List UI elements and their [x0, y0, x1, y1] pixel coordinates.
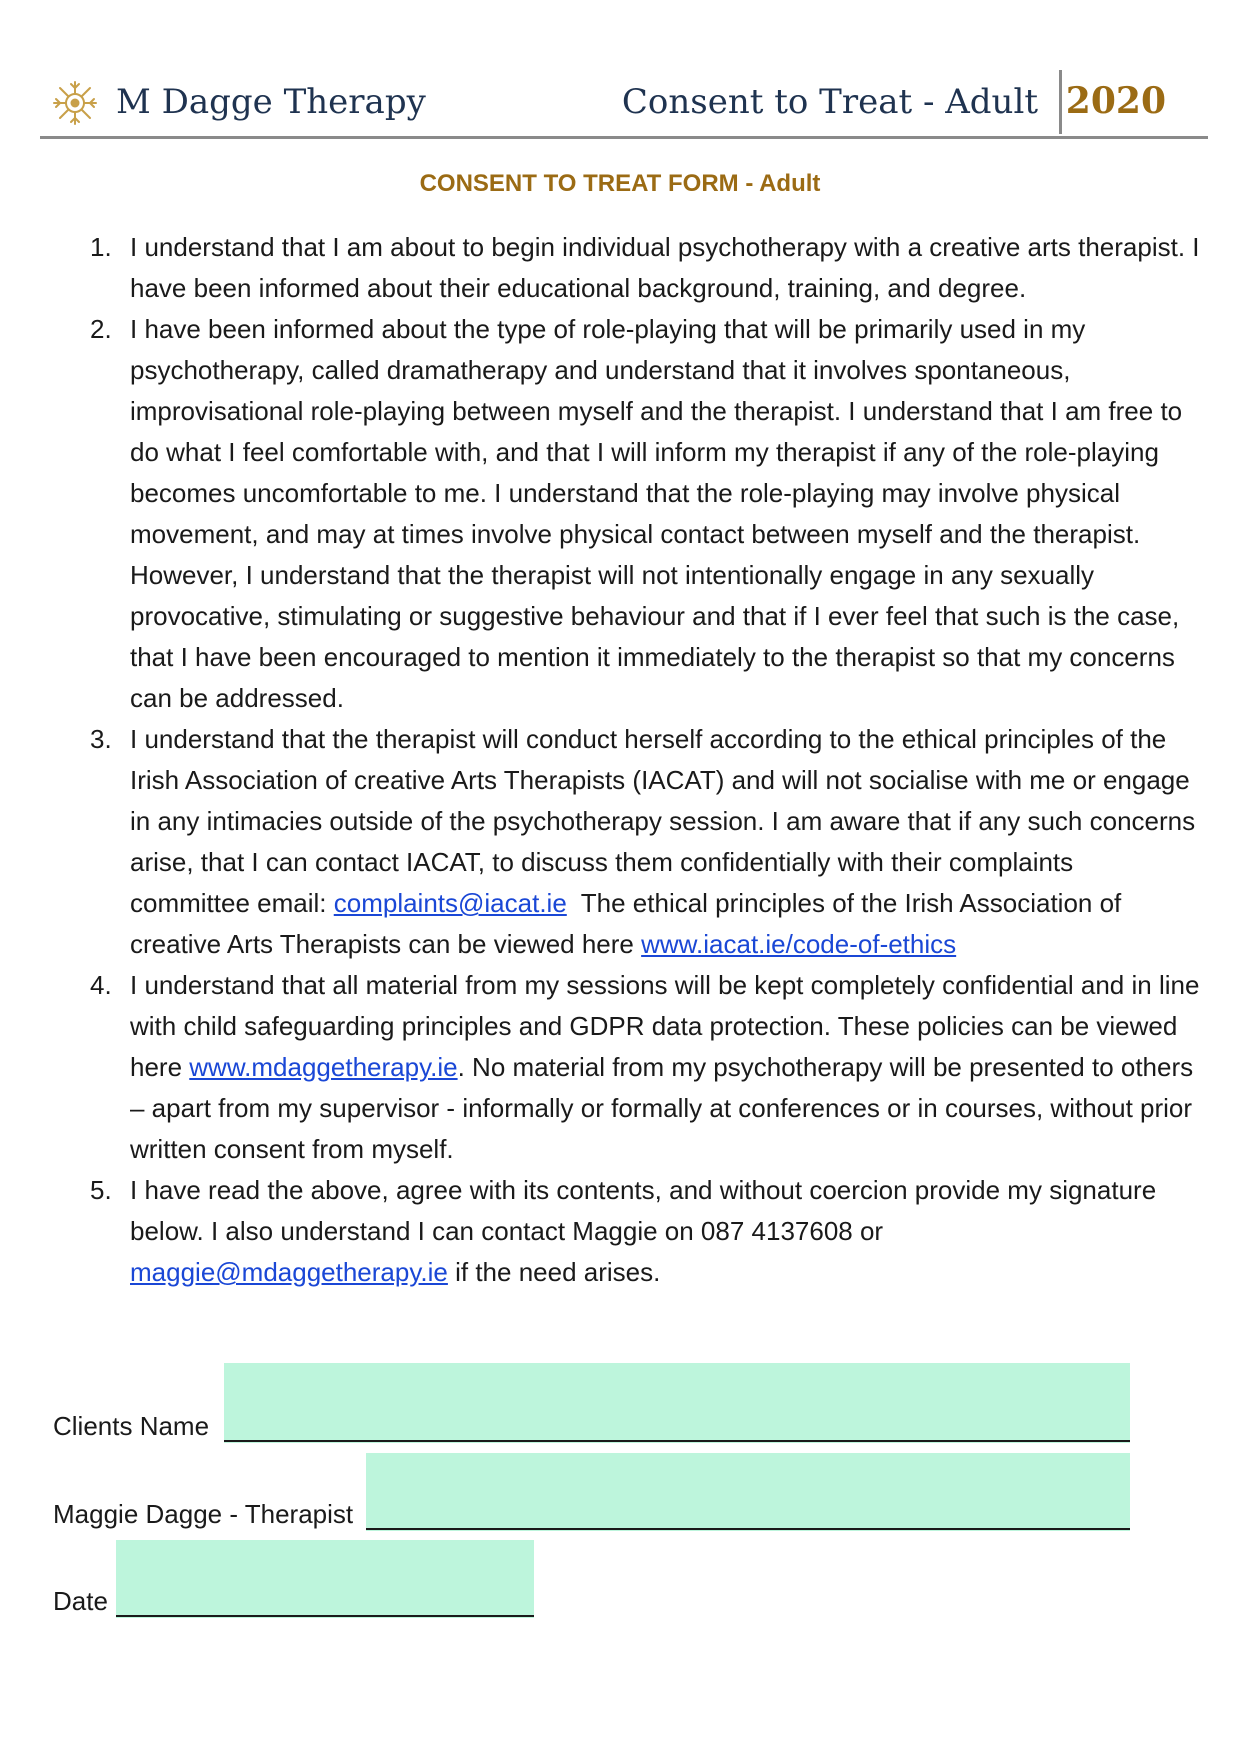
maggie-email-link[interactable]: maggie@mdaggetherapy.ie: [130, 1257, 448, 1287]
clause-number: 4.: [90, 970, 112, 1000]
clause-text: if the need arises.: [447, 1257, 661, 1287]
clause-number: 1.: [90, 232, 112, 262]
document-header: [40, 70, 1208, 139]
clause-text: I understand that the therapist will conduct herself according to the ethical principles of the Irish Association of creative Arts Therapists (IACAT) and will not socialise with me or engage in any intimacies outside of the psychotherapy session. I am aware that if any such concerns arise, that I can contact IACAT, to discuss them confidentially with their complaints committee email:: [130, 724, 1196, 918]
list-item: [90, 719, 1200, 965]
client-name-field[interactable]: [224, 1363, 1130, 1443]
clause-text: I have read the above, agree with its contents, and without coercion provide my signature below. I also understand I can contact Maggie on 087 4137608 or: [130, 1175, 1157, 1246]
code-of-ethics-link[interactable]: www.iacat.ie/code-of-ethics: [641, 929, 957, 959]
sun-snowflake-logo-icon: [52, 80, 98, 126]
consent-clauses-list: [90, 227, 1200, 1293]
brand-name: M Dagge Therapy: [116, 82, 426, 122]
clause-text: I understand that I am about to begin individual psychotherapy with a creative arts therapist. I have been informed about their educational background, training, and degree.: [130, 232, 1200, 303]
list-item: [90, 1170, 1200, 1293]
clause-text: . No material from my psychotherapy will be presented to others – apart from my supervisor - informally or formally at conferences or in courses, without prior written consent from myself.: [130, 1052, 1194, 1164]
clause-text: I have been informed about the type of role-playing that will be primarily used in my psychotherapy, called dramatherapy and understand that it involves spontaneous, improvisational role-playing between myself and the therapist. I understand that I am free to do what I feel comfortable with, and that I will inform my therapist if any of the role-playing becomes uncomfortable to me. I understand that the role-playing may involve physical movement, and may at times involve physical contact between myself and the therapist. However, I understand that the therapist will not intentionally engage in any sexually provocative, stimulating or suggestive behaviour and that if I ever feel that such is the case, that I have been encouraged to mention it immediately to the therapist so that my concerns can be addressed.: [130, 314, 1183, 713]
date-field[interactable]: [116, 1540, 534, 1618]
list-item: [90, 965, 1200, 1170]
complaints-email-link[interactable]: complaints@iacat.ie: [333, 888, 567, 918]
document-year: 2020: [1065, 80, 1166, 122]
list-item: [90, 227, 1200, 309]
clause-number: 2.: [90, 314, 112, 344]
website-link[interactable]: www.mdaggetherapy.ie: [189, 1052, 458, 1082]
clause-text: I understand that all material from my sessions will be kept completely confidential and in line with child safeguarding principles and GDPR data protection. These policies can be viewed here: [130, 970, 1200, 1082]
form-heading: CONSENT TO TREAT FORM - Adult: [419, 170, 821, 197]
clause-text: The ethical principles of the Irish Association of creative Arts Therapists can be viewed here: [130, 888, 1129, 959]
therapist-label: Maggie Dagge - Therapist: [53, 1499, 354, 1529]
header-divider: [1059, 70, 1062, 134]
list-item: [90, 309, 1200, 719]
clause-number: 3.: [90, 724, 112, 754]
clause-number: 5.: [90, 1175, 112, 1205]
therapist-signature-line: [366, 1528, 1130, 1530]
client-name-line: [224, 1440, 1130, 1442]
date-label: Date: [53, 1586, 108, 1616]
therapist-signature-field[interactable]: [366, 1453, 1130, 1531]
document-title: Consent to Treat - Adult: [621, 82, 1038, 122]
date-line: [116, 1615, 534, 1617]
client-name-label: Clients Name: [53, 1411, 210, 1441]
